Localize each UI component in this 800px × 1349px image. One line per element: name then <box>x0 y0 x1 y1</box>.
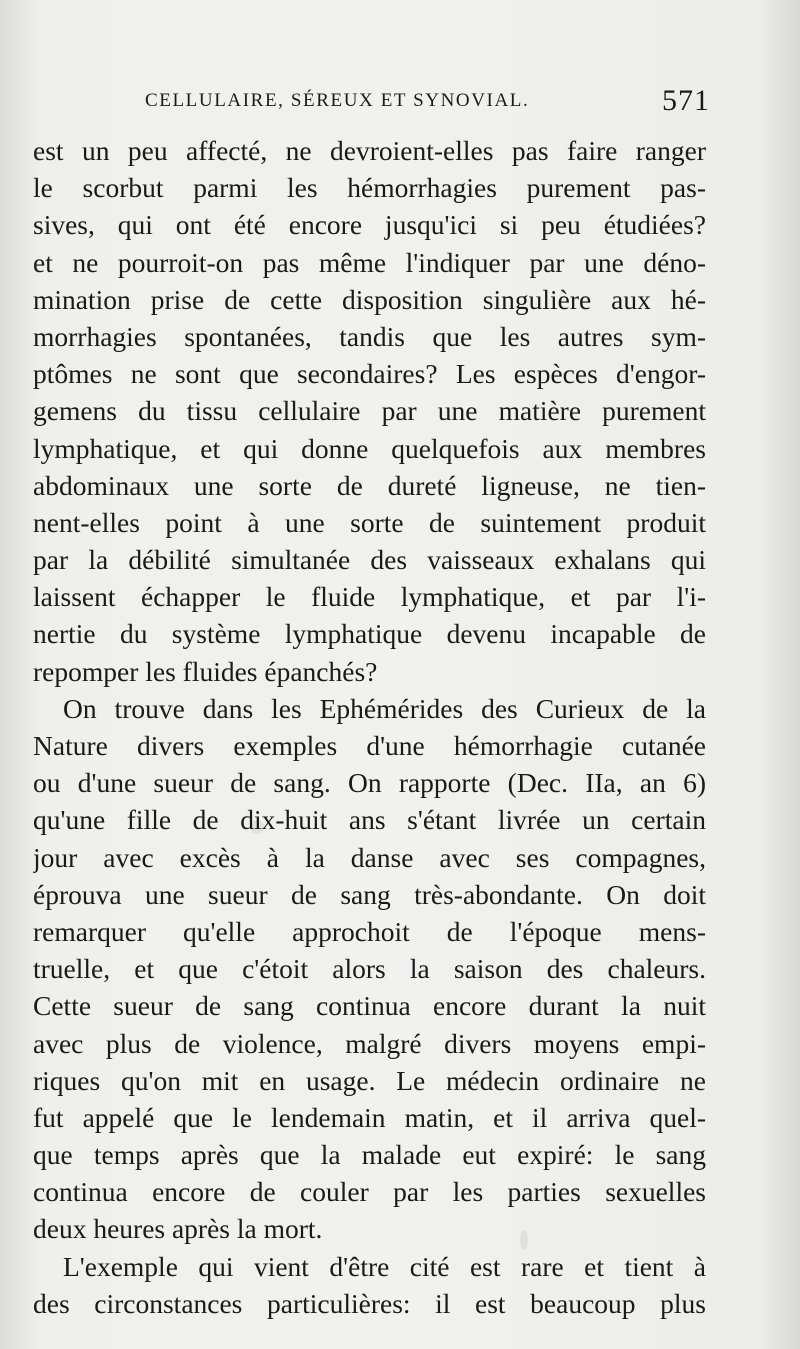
text-line: des circonstances particulières: il est beaucoup plus <box>33 1287 706 1319</box>
text-line: remarquer qu'elle approchoit de l'époque mens- <box>33 915 706 947</box>
text-line: gemens du tissu cellulaire par une matière purement <box>33 395 706 427</box>
text-line: sives, qui ont été encore jusqu'ici si peu étudiées? <box>33 209 706 241</box>
text-line: est un peu affecté, ne devroient-elles pas faire ranger <box>33 135 706 166</box>
text-line: fut appelé que le lendemain matin, et il arriva quel- <box>33 1101 706 1133</box>
text-line: deux heures après la mort. <box>33 1213 323 1245</box>
text-line: lymphatique, et qui donne quelquefois aux membres <box>33 432 706 464</box>
paragraph-2 <box>33 690 706 1248</box>
text-line: avec plus de violence, malgré divers moyens empi- <box>33 1027 706 1059</box>
page-number: 571 <box>662 84 710 117</box>
text-line: L'exemple qui vient d'être cité est rare et tient à <box>63 1250 706 1282</box>
text-line: ptômes ne sont que secondaires? Les espèces d'engor- <box>33 358 706 390</box>
text-line: Cette sueur de sang continua encore durant la nuit <box>33 990 706 1022</box>
text-line: nertie du système lymphatique devenu incapable de <box>33 618 706 650</box>
text-line: riques qu'on mit en usage. Le médecin ordinaire ne <box>33 1064 706 1096</box>
text-line: et ne pourroit-on pas même l'indiquer par une déno- <box>33 246 706 278</box>
text-line: que temps après que la malade eut expiré: le sang <box>33 1139 706 1171</box>
text-line: éprouva une sueur de sang très-abondante. On doit <box>33 878 706 910</box>
text-line: nent-elles point à une sorte de suintement produit <box>33 506 706 538</box>
text-line: le scorbut parmi les hémorrhagies purement pas- <box>33 172 706 204</box>
text-line: truelle, et que c'étoit alors la saison des chaleurs. <box>33 953 706 985</box>
text-line: par la débilité simultanée des vaisseaux exhalans qui <box>33 544 706 576</box>
text-line: repomper les fluides épanchés? <box>33 655 378 687</box>
body-text <box>33 132 706 1322</box>
paragraph-1 <box>33 132 706 690</box>
text-line: abdominaux une sorte de dureté ligneuse, ne tien- <box>33 469 706 501</box>
text-line: mination prise de cette disposition singulière aux hé- <box>33 283 706 315</box>
running-title: CELLULAIRE, SÉREUX ET SYNOVIAL. <box>145 90 530 111</box>
running-head <box>145 84 710 124</box>
text-line: morrhagies spontanées, tandis que les autres sym- <box>33 320 706 352</box>
text-line: laissent échapper le fluide lymphatique, et par l'i- <box>33 581 706 613</box>
text-line: On trouve dans les Ephémérides des Curieux de la <box>63 692 706 724</box>
text-line: qu'une fille de dix-huit ans s'étant livrée un certain <box>33 804 706 836</box>
text-line: jour avec excès à la danse avec ses compagnes, <box>33 841 706 873</box>
text-line: continua encore de couler par les parties sexuelles <box>33 1176 706 1208</box>
paragraph-3 <box>33 1248 706 1322</box>
text-line: Nature divers exemples d'une hémorrhagie cutanée <box>33 730 706 761</box>
text-line: ou d'une sueur de sang. On rapporte (Dec. IIa, an 6) <box>33 767 706 799</box>
